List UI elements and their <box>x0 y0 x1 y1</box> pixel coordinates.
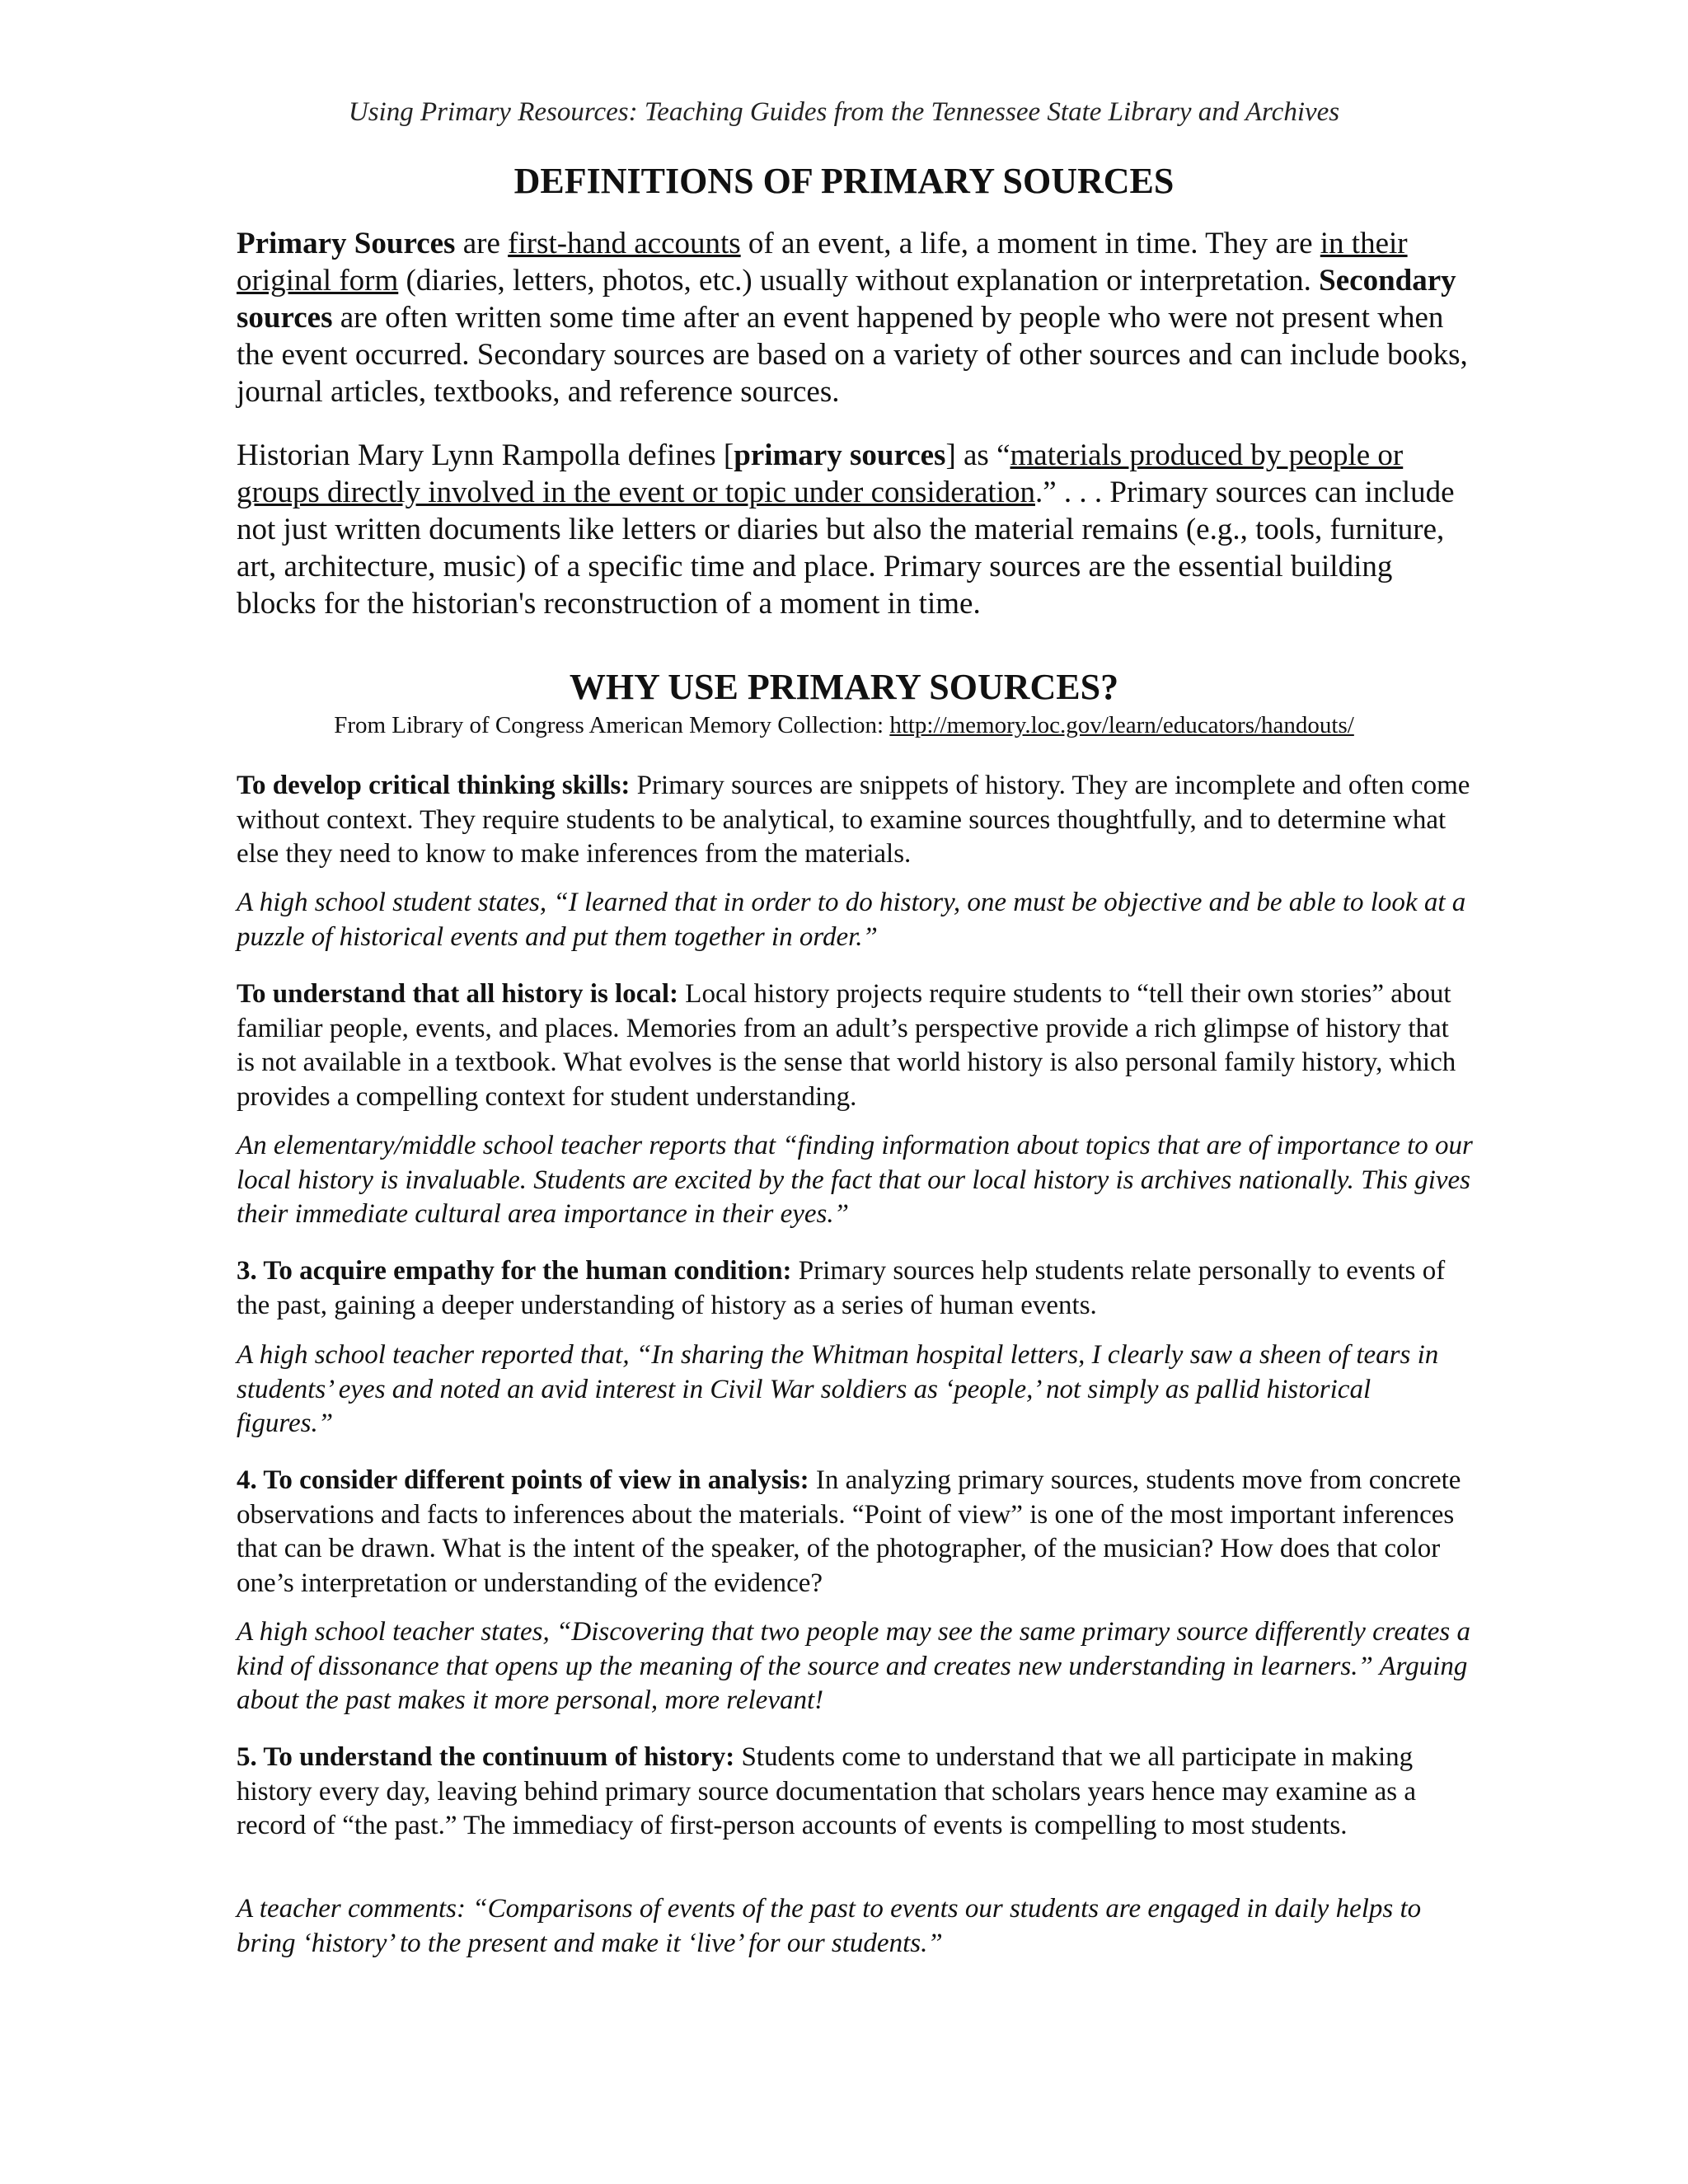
reason-1-text <box>237 769 1473 872</box>
original-form-phrase: in their original form <box>237 227 1408 298</box>
reason-2-quote: An elementary/middle school teacher reports that “finding information about topics that are of importance to our local history is invaluable. Students are excited by the fact that our local history is archives nationally. This gives their immediate cultural area importance in their eyes.” <box>237 1131 1473 1230</box>
text-run: are <box>455 227 509 260</box>
loc-link[interactable]: http://memory.loc.gov/learn/educators/handouts/ <box>889 712 1354 738</box>
reason-body: Primary sources help students relate personally to events of the past, gaining a deeper understanding of history as a series of human events. <box>237 1256 1446 1320</box>
reason-5-text <box>237 1741 1473 1844</box>
reason-heading: 5. To understand the continuum of history: <box>237 1742 735 1772</box>
first-hand-accounts-phrase: first-hand accounts <box>508 227 741 260</box>
reason-4-text <box>237 1464 1473 1601</box>
document-header: Using Primary Resources: Teaching Guides from the Tennessee State Library and Archives <box>348 97 1340 127</box>
primary-sources-term: Primary Sources <box>237 227 456 260</box>
rampolla-paragraph <box>237 437 1473 622</box>
reason-body: Local history projects require students to “tell their own stories” about familiar people, events, and places. Memories from an adult’s perspective provide a rich glimpse of history that is not available in a textbook. What evolves is the sense that world history is also personal family history, which provides a compelling context for student understanding. <box>237 979 1456 1112</box>
reason-3-text <box>237 1254 1473 1323</box>
definitions-title: DEFINITIONS OF PRIMARY SOURCES <box>513 161 1175 201</box>
text-run: Historian Mary Lynn Rampolla defines [ <box>237 438 734 472</box>
reason-body: Students come to understand that we all participate in making history every day, leaving behind primary source documentation that scholars years hence may examine as a record of “the past.” The immediacy of first-person accounts of events is compelling to most students. <box>237 1742 1417 1841</box>
reason-heading: To develop critical thinking skills: <box>237 771 631 800</box>
why-use-title: WHY USE PRIMARY SOURCES? <box>569 667 1119 707</box>
primary-sources-bold: primary sources <box>734 438 946 472</box>
reason-4-quote: A high school teacher states, “Discovering that two people may see the same primary source differently creates a kind of dissonance that opens up the meaning of the source and creates new understanding in learners.” Arguing about the past makes it more personal, more relevant! <box>237 1617 1470 1716</box>
text-run: of an event, a life, a moment in time. They are <box>740 227 1320 260</box>
secondary-sources-term: Secondary sources <box>237 264 1456 335</box>
reason-body: Primary sources are snippets of history. They are incomplete and often come without context. They require students to be analytical, to examine sources thoughtfully, and to determine what else they need to know to make inferences from the materials. <box>237 771 1470 869</box>
reason-3-quote: A high school teacher reported that, “In sharing the Whitman hospital letters, I clearly saw a sheen of tears in students’ eyes and noted an avid interest in Civil War soldiers as ‘people,’ not simply as pallid historical figures.” <box>237 1340 1439 1439</box>
reason-heading: 4. To consider different points of view in analysis: <box>237 1465 809 1495</box>
reason-1-quote: A high school student states, “I learned that in order to do history, one must be objective and be able to look at a puzzle of historical events and put them together in order.” <box>237 888 1466 952</box>
text-run: are often written some time after an event happened by people who were not present when the event occurred. Secondary sources are based on a variety of other sources and can include books, journal articles, textbooks, and reference sources. <box>237 301 1468 409</box>
reason-heading: To understand that all history is local: <box>237 979 679 1009</box>
source-attribution <box>0 712 1688 739</box>
reason-body: In analyzing primary sources, students move from concrete observations and facts to inferences about the materials. “Point of view” is one of the most important inferences that can be drawn. What is the intent of the speaker, of the photographer, of the musician? How does that color one’s interpretation or understanding of the evidence? <box>237 1465 1461 1598</box>
reason-heading: 3. To acquire empathy for the human condition: <box>237 1256 792 1286</box>
text-run: (diaries, letters, photos, etc.) usually without explanation or interpretation. <box>398 264 1320 298</box>
reason-2-text <box>237 977 1473 1114</box>
text-run: .” . . . Primary sources can include not just written documents like letters or diaries but also the material remains (e.g., tools, furniture, art, architecture, music) of a specific time and place. Primary sources are the essential building blocks for the historian's reconstruction of a moment in time. <box>237 476 1455 621</box>
source-prefix: From Library of Congress American Memory Collection: <box>334 712 890 738</box>
reason-5-quote: A teacher comments: “Comparisons of events of the past to events our students are engaged in daily helps to bring ‘history’ to the present and make it ‘live’ for our students.” <box>237 1894 1422 1958</box>
definition-paragraph <box>237 225 1473 410</box>
rampolla-quote: materials produced by people or groups directly involved in the event or topic under consideration <box>237 438 1404 509</box>
text-run: ] as “ <box>945 438 1010 472</box>
